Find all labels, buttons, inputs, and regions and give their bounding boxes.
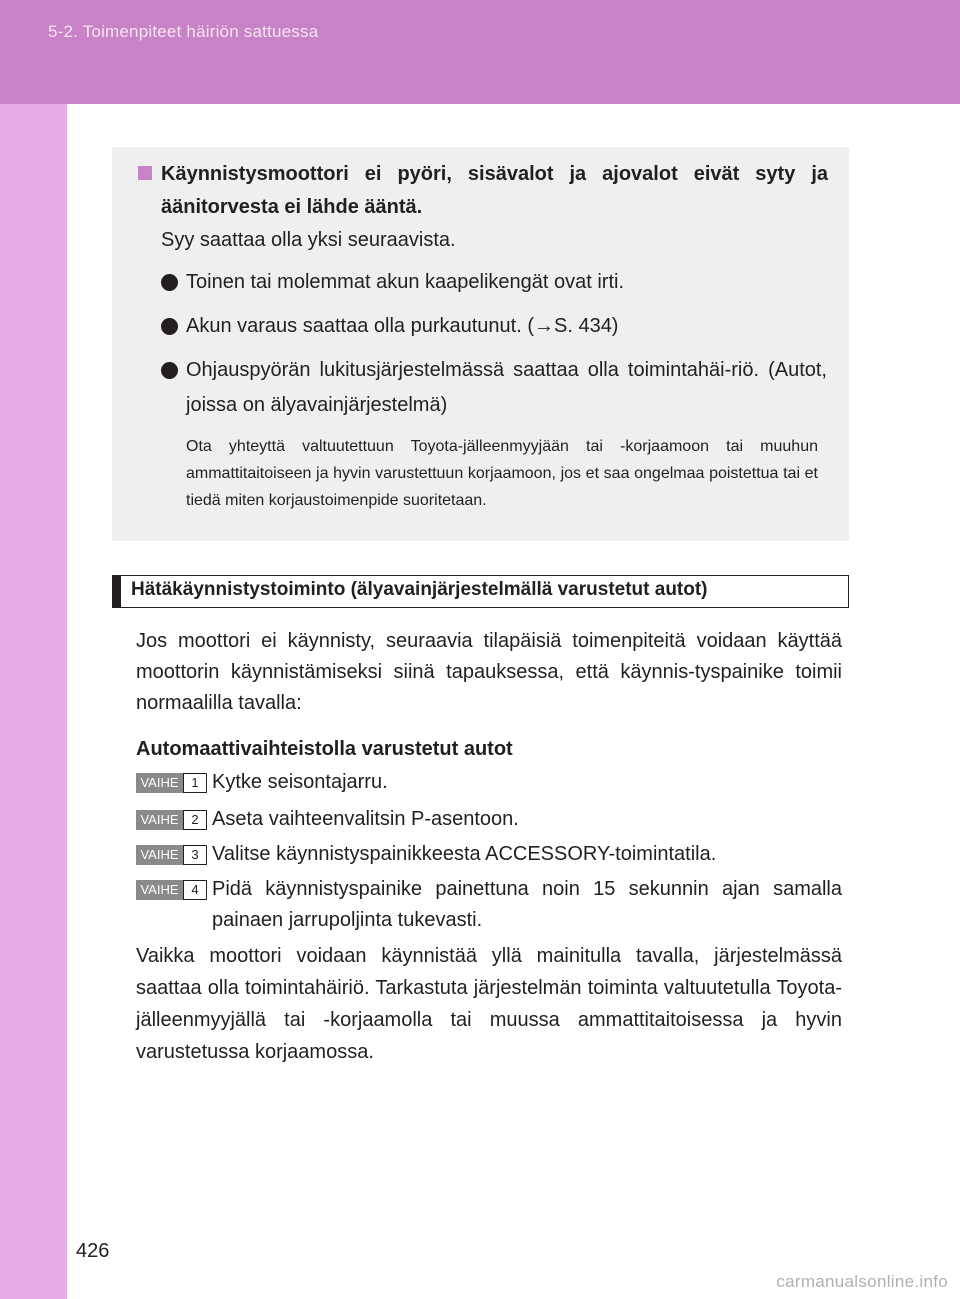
step-number: 2 bbox=[183, 810, 207, 830]
watermark: carmanualsonline.info bbox=[776, 1272, 948, 1291]
step-item bbox=[136, 874, 842, 936]
step-item bbox=[136, 839, 842, 870]
step-item bbox=[136, 767, 842, 798]
step-label: VAIHE bbox=[136, 773, 183, 793]
step-label: VAIHE bbox=[136, 845, 183, 865]
note-heading bbox=[138, 158, 828, 224]
bullet-item bbox=[161, 353, 827, 423]
section-heading-bar bbox=[112, 575, 849, 608]
step-badge bbox=[136, 880, 207, 900]
circle-bullet-icon bbox=[161, 274, 178, 291]
section-heading: Hätäkäynnistystoiminto (älyavainjärjestelmällä varustetut autot) bbox=[131, 579, 708, 600]
step-badge bbox=[136, 773, 207, 793]
side-color-strip bbox=[0, 104, 67, 1299]
page-header bbox=[0, 0, 960, 104]
note-heading-text: Käynnistysmoottori ei pyöri, sisävalot ja ajovalot eivät syty ja äänitorvesta ei lähde ääntä. bbox=[161, 163, 828, 218]
bullet-text: Akun varaus saattaa olla purkautunut. (→S. 434) bbox=[186, 315, 619, 337]
intro-paragraph: Jos moottori ei käynnisty, seuraavia tilapäisiä toimenpiteitä voidaan käyttää moottorin käynnistämiseksi siinä tapauksessa, että käynnis-tyspainike toimii normaalilla tavalla: bbox=[136, 630, 842, 714]
note-subtext: Syy saattaa olla yksi seuraavista. bbox=[161, 229, 456, 251]
bullet-text: Toinen tai molemmat akun kaapelikengät ovat irti. bbox=[186, 271, 625, 293]
step-label: VAIHE bbox=[136, 810, 183, 830]
step-number: 3 bbox=[183, 845, 207, 865]
step-number: 1 bbox=[183, 773, 207, 793]
step-text: Kytke seisontajarru. bbox=[212, 771, 388, 793]
circle-bullet-icon bbox=[161, 362, 178, 379]
heading-accent bbox=[113, 576, 121, 607]
square-bullet-icon bbox=[138, 166, 152, 180]
contact-note: Ota yhteyttä valtuutettuun Toyota-jälleenmyyjään tai -korjaamoon tai muuhun ammattitaitoiseen ja hyvin varustettuun korjaamoon, jos et saa ongelmaa poistettua tai et tiedä miten korjaustoimenpide suoritetaan. bbox=[186, 438, 818, 509]
step-badge bbox=[136, 845, 207, 865]
circle-bullet-icon bbox=[161, 318, 178, 335]
step-text: Valitse käynnistyspainikkeesta ACCESSORY-toimintatila. bbox=[212, 843, 717, 865]
section-title: 5-2. Toimenpiteet häiriön sattuessa bbox=[48, 22, 319, 41]
step-label: VAIHE bbox=[136, 880, 183, 900]
step-number: 4 bbox=[183, 880, 207, 900]
step-text: Pidä käynnistyspainike painettuna noin 15 sekunnin ajan samalla painaen jarrupoljinta tukevasti. bbox=[212, 878, 842, 931]
closing-paragraph: Vaikka moottori voidaan käynnistää yllä mainitulla tavalla, järjestelmässä saattaa olla toimintahäiriö. Tarkastuta järjestelmän toiminta valtuutetulla Toyota-jälleenmyyjällä tai -korjaamolla tai muussa ammattitaitoisessa ja hyvin varustetussa korjaamossa. bbox=[136, 945, 842, 1063]
bullet-item bbox=[161, 309, 827, 344]
step-text: Aseta vaihteenvalitsin P-asentoon. bbox=[212, 808, 519, 830]
bullet-text: Ohjauspyörän lukitusjärjestelmässä saattaa olla toimintahäi-riö. (Autot, joissa on älyavainjärjestelmä) bbox=[186, 359, 827, 416]
bullet-item bbox=[161, 265, 827, 300]
step-item bbox=[136, 804, 842, 835]
page-number: 426 bbox=[76, 1240, 110, 1262]
step-badge bbox=[136, 810, 207, 830]
transmission-subheading: Automaattivaihteistolla varustetut autot bbox=[136, 738, 513, 760]
